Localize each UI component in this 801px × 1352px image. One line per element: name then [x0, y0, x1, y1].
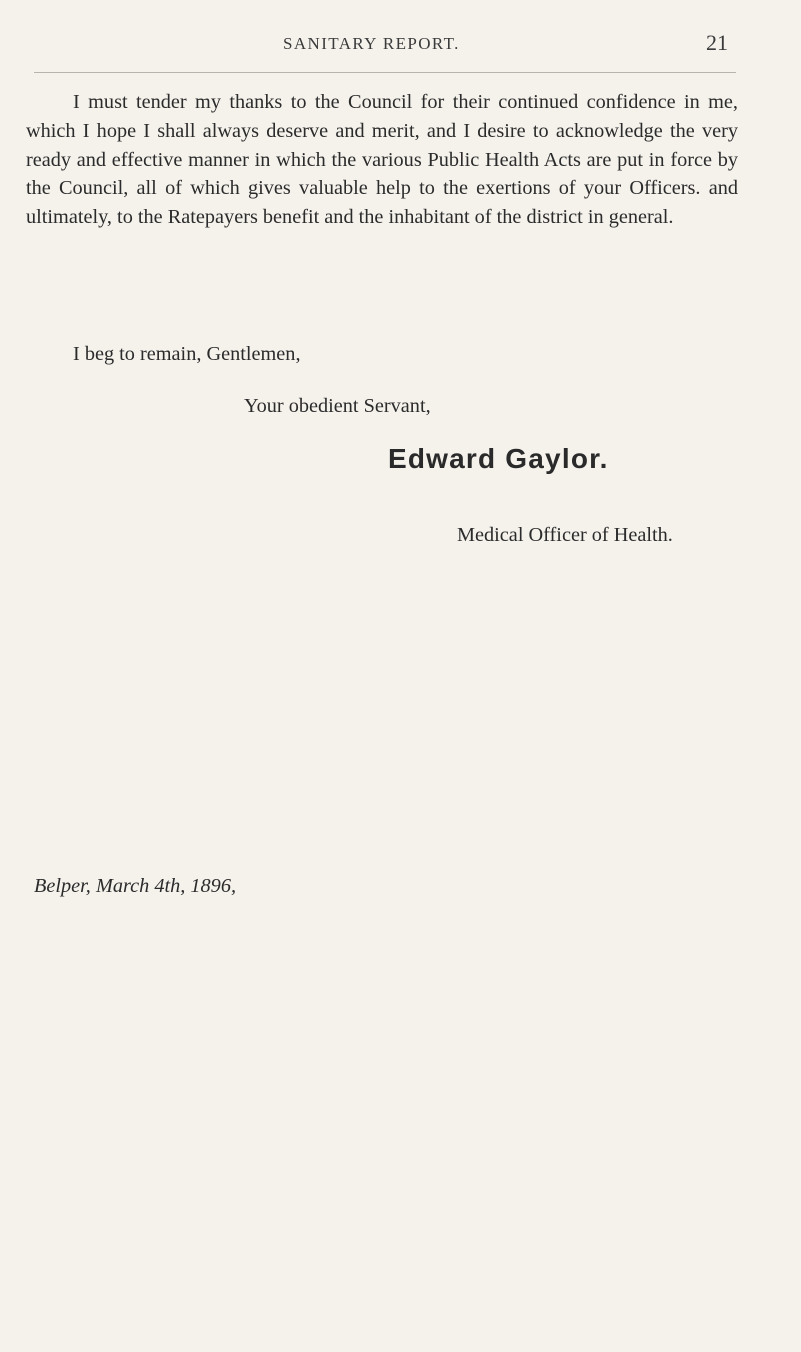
signature-name: Edward Gaylor.: [388, 443, 609, 474]
running-head: [0, 30, 801, 64]
running-title: SANITARY REPORT.: [283, 34, 460, 53]
signature-title: Medical Officer of Health.: [457, 524, 673, 546]
page-number: 21: [706, 30, 728, 55]
header-rule: [34, 72, 736, 73]
dateline: Belper, March 4th, 1896,: [34, 875, 237, 897]
closing-servant: Your obedient Servant,: [244, 395, 431, 417]
body-paragraph: I must tender my thanks to the Council for their continued confidence in me, which I hope I shall always deserve and merit, and I desire to acknowledge the very ready and effective manner in which the various Public Health Acts are put in force by the Council, all of which gives valuable help to the exertions of your Officers. and ultimately, to the Ratepayers benefit and the inhabitant of the district in general.: [26, 91, 738, 229]
closing-remain: I beg to remain, Gentlemen,: [73, 343, 301, 365]
